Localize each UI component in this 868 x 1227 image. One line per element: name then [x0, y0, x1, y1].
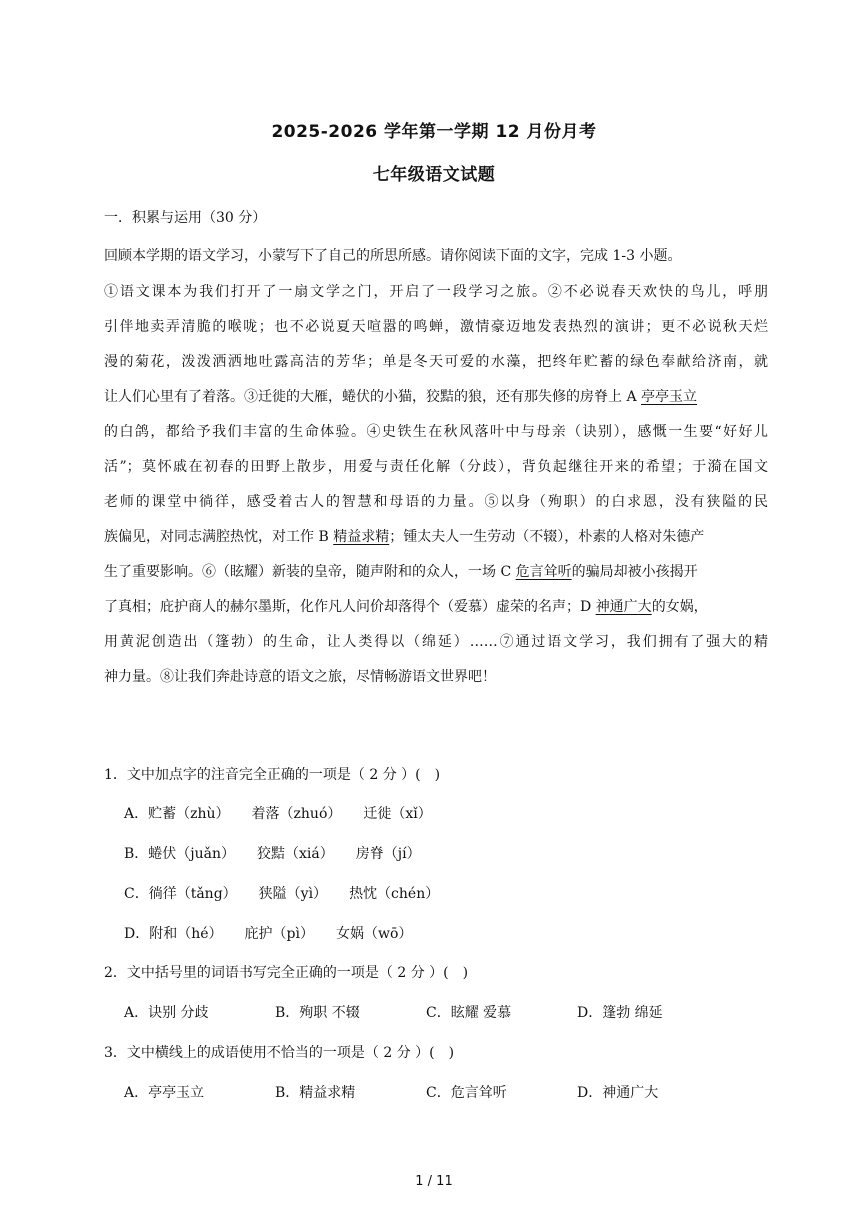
passage-line	[104, 598, 768, 633]
question-3-option-b[interactable]: B．精益求精	[275, 1085, 356, 1101]
underlined-idiom-a: 亭亭玉立	[641, 389, 698, 405]
option-text: D．附和（hé）	[124, 926, 223, 942]
question-1-stem: 1．文中加点字的注音完全正确的一项是（ 2 分 ）( )	[104, 767, 441, 783]
option-text: C．徜徉（tǎng）	[124, 886, 237, 902]
option-text: 狡黠（xiá）	[257, 846, 334, 862]
question-2-option-b[interactable]: B．殉职 不辍	[275, 1005, 360, 1021]
option-text: 房脊（jí）	[355, 846, 421, 862]
passage-line: 漫的菊花，泼泼洒洒地吐露高洁的芳华；单是冬天可爱的水藻，把终年贮蓄的绿色奉献给济南，就	[104, 354, 768, 370]
passage-text: ；锺太夫人一生劳动（不辍），朴素的人格对朱德产	[389, 529, 705, 545]
reading-passage	[104, 283, 768, 703]
underlined-idiom-c: 危言耸听	[515, 564, 572, 580]
question-2-stem: 2．文中括号里的词语书写完全正确的一项是（ 2 分 ）( )	[104, 965, 469, 981]
underlined-idiom-d: 神通广大	[595, 599, 652, 615]
section-heading: 一．积累与运用（30 分）	[104, 210, 267, 226]
question-3-option-a[interactable]: A．亭亭玉立	[124, 1085, 205, 1101]
option-text: 热忱（chén）	[349, 886, 440, 902]
question-1-option-b[interactable]	[124, 843, 421, 863]
passage-text: 族偏见，对同志满腔热忱，对工作 B	[104, 529, 334, 545]
question-3-option-d[interactable]: D．神通广大	[577, 1085, 659, 1101]
page-number: 1 / 11	[415, 1174, 453, 1189]
passage-line: 活”；莫怀戚在初春的田野上散步，用爱与责任化解（分歧），背负起继往开来的希望；于漪在国文	[104, 459, 768, 475]
option-text: 庇护（pì）	[244, 926, 314, 942]
passage-text: 让人们心里有了着落。③迁徙的大雁，蜷伏的小猫，狡黠的狼，还有那失修的房脊上 A	[104, 389, 642, 405]
passage-line: 的白鸽，都给予我们丰富的生命体验。④史铁生在秋风落叶中与母亲（诀别），感慨一生要“好好儿	[104, 424, 768, 440]
option-text: 狭隘（yì）	[258, 886, 328, 902]
section-intro: 回顾本学期的语文学习，小蒙写下了自己的所思所感。请你阅读下面的文字，完成 1-3 小题。	[104, 248, 682, 264]
question-1-option-c[interactable]	[124, 883, 439, 903]
passage-line	[104, 563, 768, 598]
page-subtitle: 七年级语文试题	[372, 165, 496, 185]
passage-line	[104, 528, 768, 563]
question-2-option-d[interactable]: D．篷勃 绵延	[577, 1005, 663, 1021]
passage-text: 生了重要影响。⑥（眩耀）新装的皇帝，随声附和的众人，一场 C	[104, 564, 516, 580]
question-3-option-c[interactable]: C．危言耸听	[426, 1085, 507, 1101]
option-text: 迁徙（xǐ）	[363, 806, 432, 822]
passage-line: 用黄泥创造出（篷勃）的生命，让人类得以（绵延）……⑦通过语文学习，我们拥有了强大的精	[104, 634, 768, 650]
question-1-option-a[interactable]	[124, 803, 432, 823]
question-2-option-a[interactable]: A．诀别 分歧	[124, 1005, 209, 1021]
passage-line	[104, 388, 768, 423]
question-2-options	[124, 1002, 728, 1022]
passage-line: 神力量。⑧让我们奔赴诗意的语文之旅，尽情畅游语文世界吧！	[104, 669, 496, 685]
passage-line: 引伴地卖弄清脆的喉咙；也不必说夏天喧嚣的鸣蝉，激情豪迈地发表热烈的演讲；更不必说秋天烂	[104, 319, 768, 335]
question-3-options	[124, 1082, 728, 1102]
option-text: A．贮蓄（zhù）	[124, 806, 230, 822]
passage-text: 的骗局却被小孩揭开	[571, 564, 698, 580]
passage-line: 老师的课堂中徜徉，感受着古人的智慧和母语的力量。⑤以身（殉职）的白求恩，没有狭隘的民	[104, 494, 768, 510]
question-3-stem: 3．文中横线上的成语使用不恰当的一项是（ 2 分 ）( )	[104, 1045, 455, 1061]
option-text: B．蜷伏（juǎn）	[124, 846, 236, 862]
question-2-option-c[interactable]: C．眩耀 爱慕	[426, 1005, 512, 1021]
passage-line: ①语文课本为我们打开了一扇文学之门，开启了一段学习之旅。②不必说春天欢快的鸟儿，呼朋	[104, 284, 768, 300]
passage-text: 了真相；庇护商人的赫尔墨斯，化作凡人问价却落得个（爱慕）虚荣的名声；D	[104, 599, 596, 615]
page-title: 2025-2026 学年第一学期 12 月份月考	[271, 122, 597, 142]
passage-text: 的女娲，	[651, 599, 708, 615]
option-text: 女娲（wō）	[335, 926, 413, 942]
underlined-idiom-b: 精益求精	[333, 529, 390, 545]
question-1-option-d[interactable]	[124, 923, 412, 943]
option-text: 着落（zhuó）	[251, 806, 342, 822]
